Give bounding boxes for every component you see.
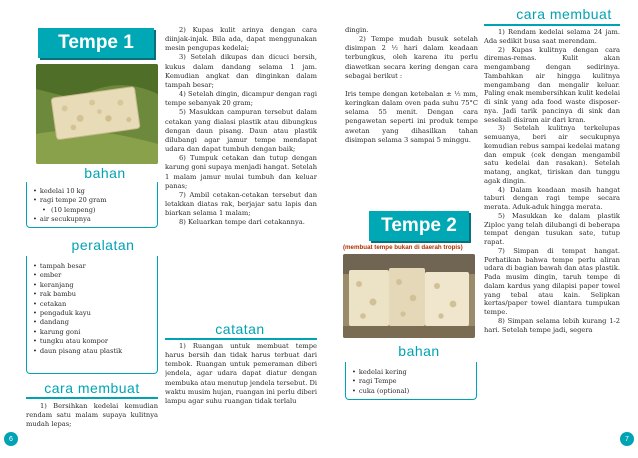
bahan-list-box <box>26 182 158 228</box>
cara-steps-right <box>484 28 620 334</box>
catatan-text: 1) Ruangan untuk membuat tempe harus bersih dan tidak harus terbuat dari tembok. Ruangan untuk pemeraman diberi jendela, agar udara dapat diatur dengan membuka atau menutup jendela tersebut. Di waktu musim hujan, ruangan ini perlu diberi lampu agar suhu ruangan tidak terlalu <box>165 342 317 405</box>
tempe1-title: Tempe 1 <box>58 32 134 53</box>
cara-step: 3) Setelah dikupas dan dicuci bersih, kukus dalam dandang selama 1 jam. Kemudian angkat dan dinginkan dalam tampah besar; <box>165 53 317 89</box>
cara-step: 1) Rendam kedelai selama 24 jam. Ada sedikit busa saat merendam. <box>484 28 620 45</box>
cara-step: 7) Ambil cetakan-cetakan tersebut dan letakkan diatas rak, berjajar satu lapis dan biarkan selama 1 malam; <box>165 190 317 218</box>
bahan-heading: bahan <box>84 165 126 181</box>
bahan-heading-right: bahan <box>398 343 440 359</box>
bahan-item: • ragi tempe 20 gram <box>33 196 151 205</box>
page-number-left: 6 <box>4 432 18 446</box>
cara-step: 2) Kupas kulitnya dengan cara diremas-remas. Kulit akan mengambang dengan sedirinya. Tambahkan air hingga kulitnya mengambang dan mengalir keluar. Paling enak membersihkan kulit kedelai di sink yang ada food waste disposer-nya. Jadi tarik pancinya di sink dan sesekali disiram air dari kran. <box>484 45 620 124</box>
cara-step-1: 1) Bersihkan kedelai kemudian rendam satu malam supaya kulitnya mudah lepas; <box>26 402 158 429</box>
peralatan-item: • cetakan <box>33 300 151 309</box>
pengawetan-text: dingin. 2) Tempe mudah busuk setelah disimpan 2 ½ hari dalam keadaan terbungkus, oleh karena itu perlu diawetkan secara kering dengan cara sebagai berikut : Iris tempe dengan ketebalan ± ½ mm, keringkan dalam oven pada suhu 75°C selama 55 menit. Dengan cara pengawetan seperti ini produk tempe awetan yang dihasilkan tahan disimpan selama 3 sampai 5 minggu. <box>345 26 478 144</box>
right-column-2 <box>484 0 638 458</box>
peralatan-heading: peralatan <box>71 237 135 253</box>
peralatan-item: • ember <box>33 271 151 280</box>
bahan-item: • cuka (optional) <box>352 387 470 396</box>
catatan-heading-line <box>165 338 317 340</box>
peralatan-list-box <box>26 256 158 374</box>
catatan-heading: catatan <box>215 321 265 337</box>
cara-step: 4) Setelah dingin, dicampur dengan ragi tempe sebanyak 20 gram; <box>165 90 317 108</box>
peralatan-item: • karung goni <box>33 328 151 337</box>
cara-step: 5) Masukkan campuran tersebut dalam cetakan yang dialasi plastik atau dibungkus dengan daun pisang. Daun atau plastik dilubangi agar jamur tempe mendapat udara dan dapat tumbuh dengan baik; <box>165 108 317 154</box>
cara-heading-line-left <box>26 397 158 399</box>
tempe-block-photo <box>36 64 158 164</box>
peralatan-item: • tampah besar <box>33 262 151 271</box>
cara-heading-line-right <box>484 24 620 26</box>
tempe2-subtitle-note: (membuat tempe bukan di daerah tropis) <box>343 244 463 251</box>
bahan-item: • ragi Tempe <box>352 377 470 386</box>
cara-step: 7) Simpan di tempat hangat. Perhatikan bahwa tempe perlu aliran udara di bagian bawah dan atas plastik. Pada musim dingin, taruh tempe di dalam kardus yang dilapisi paper towel yang tebal atau kain. Selipkan kertas/paper towel diantara tumpukan tempe. <box>484 246 620 316</box>
cara-step: 8) Simpan selama lebih kurang 1-2 hari. Setelah tempe jadi, segera <box>484 316 620 334</box>
page-number-right: 7 <box>620 432 634 446</box>
cara-step: 3) Setelah kulitnya terkelupas semuanya, beri air secukupnya kemudian rebus sampai kedelai matang dan empuk (cek dengan mengambil satu kedelai dan rasakan). Setelah matang, angkat, tiriskan dan tunggu agak dingin. <box>484 124 620 185</box>
cara-step: 2) Kupas kulit arinya dengan cara diinjak-injak. Bila ada, dapat menggunakan mesin pengupas kedelai; <box>165 26 317 53</box>
cara-step: 5) Masukkan ke dalam plastik Ziploc yang telah dilubangi di beberapa tempat dengan tusukan sate, tutup rapat. <box>484 211 620 246</box>
bahan-item: • air secukupnya <box>33 215 151 224</box>
peralatan-item: • rak bambu <box>33 290 151 299</box>
peralatan-item: • keranjang <box>33 281 151 290</box>
tempe-slices-photo <box>343 254 475 338</box>
peralatan-item: • dandang <box>33 318 151 327</box>
cara-step: 4) Dalam keadaan masih hangat taburi dengan ragi tempe secara merata. Aduk-aduk hingga merata. <box>484 185 620 211</box>
tempe2-title-banner <box>369 211 469 241</box>
peralatan-item: • tungku atau kompor <box>33 337 151 346</box>
peralatan-item: • daun pisang atau plastik <box>33 347 151 356</box>
bahan-item: • kedelai kering <box>352 368 470 377</box>
cara-step: 8) Keluarkan tempe dari cetakannya. <box>179 218 305 227</box>
right-column-1 <box>335 0 480 458</box>
cara-membuat-heading-left: cara membuat <box>44 380 140 396</box>
bahan-item: • kedelai 10 kg <box>33 187 151 196</box>
peralatan-item: • pengaduk kayu <box>33 309 151 318</box>
tempe1-title-banner <box>38 28 154 58</box>
left-column-2 <box>165 0 317 458</box>
cara-step: 6) Tumpuk cetakan dan tutup dengan karung goni supaya menjadi hangat. Setelah 1 malam jamur mulai tumbuh dan keluar panas; <box>165 154 317 190</box>
bahan-item-continuation: • (10 lempeng) <box>33 206 151 215</box>
cara-membuat-heading-right: cara membuat <box>516 6 612 22</box>
bahan-list-box-right <box>345 362 477 400</box>
cara-steps-continued <box>165 26 317 227</box>
tempe2-title: Tempe 2 <box>381 215 457 236</box>
left-column-1 <box>0 0 160 458</box>
